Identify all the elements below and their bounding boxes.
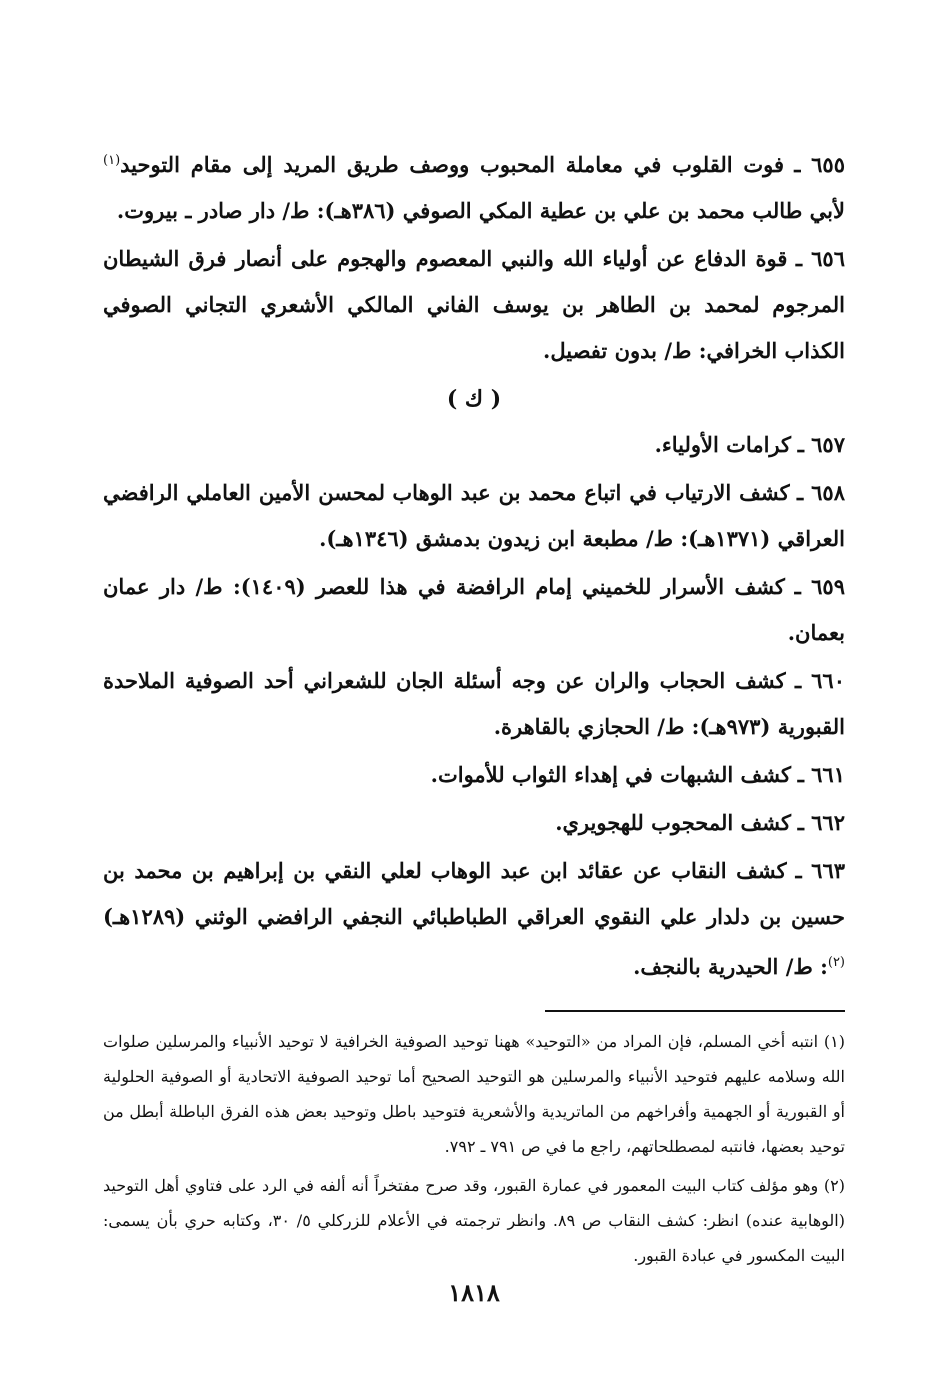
page-body [103,138,845,1277]
entry-title: قوة الدفاع عن أولياء الله والنبي المعصوم والهجوم على أنصار فرق الشيطان المرجوم [103,246,845,317]
entry-number: ٦٦١ ـ [797,762,845,787]
entry-title: كشف الأسرار [661,574,785,599]
entry-662 [103,800,845,846]
entry-number: ٦٦٣ ـ [795,858,846,883]
entry-text: لعلي النقي بن إبراهيم بن محمد بن حسين بن دلدار علي النقوي العراقي الطباطبائي النجفي الرافضي الوثني (١٢٨٩هـ) [103,858,845,929]
entry-656 [103,236,845,374]
entry-659 [103,564,845,656]
section-heading: ( ك ) [446,386,502,412]
entry-title: كشف الارتياب في اتباع محمد بن عبد الوهاب [392,480,790,505]
entry-658 [103,470,845,562]
entry-number: ٦٦٠ ـ [794,668,845,693]
entry-number: ٦٥٦ ـ [795,246,845,271]
entry-text: لمحسن الأمين العاملي الرافضي العراقي (١٣٧١هـ): ط/ مطبعة ابن زيدون بدمشق (١٣٤٦هـ). [103,480,845,551]
entry-title: كشف النقاب عن عقائد ابن عبد الوهاب [430,858,787,883]
entry-661 [103,752,845,798]
entry-number: ٦٥٧ ـ [797,432,845,457]
entry-title: كشف المحجوب للهجويري. [555,810,791,835]
entry-number: ٦٥٨ ـ [796,480,845,505]
footnote-divider [545,1010,845,1012]
footnote-1: (١) انتبه أخي المسلم، فإن المراد من «التوحيد» ههنا توحيد الصوفية الخرافية لا توحيد الأنبياء والمرسلين صلوات الله وسلامه عليهم فتوحيد الأنبياء والمرسلين هو التوحيد الصحيح أما توحيد الصوفية الاتحادية أو الصوفية الحلولية أو القبورية أو الجهمية وأفراخهم من الماتريدية والأشعرية فتوحيد باطل وتوحيد بعض هذه الفرق الباطلة أبطل من توحيد بعضها، فانتبه لمصطلحاتهم، راجع ما في ص ٧٩١ ـ ٧٩٢. [103,1032,845,1156]
entry-title: كرامات الأولياء. [654,432,791,457]
entry-657 [103,422,845,468]
footnote-2: (٢) وهو مؤلف كتاب البيت المعمور في عمارة القبور، وقد صرح مفتخراً أنه ألفه في الرد على فتاوي أهل التوحيد (الوهابية عنده) انظر: كشف النقاب ص ٨٩. وانظر ترجمته في الأعلام للزركلي ٥/ ٣٠، وكتابه حري بأن يسمى: البيت المكسور في عبادة القبور. [103,1176,845,1265]
entry-tail: : ط/ الحيدرية بالنجف. [633,954,828,979]
entry-number: ٦٥٩ ـ [794,574,845,599]
entry-title: كشف الحجاب والران عن وجه أسئلة الجان [396,668,786,693]
page-number: ١٨١٨ [448,1278,500,1307]
entry-title: فوت القلوب في معاملة المحبوب ووصف طريق المريد إلى مقام التوحيد [120,152,785,177]
entry-number: ٦٥٥ ـ [794,152,845,177]
entry-663 [103,848,845,990]
entry-title: كشف الشبهات في إهداء الثواب للأموات. [430,762,791,787]
entry-text: للخميني إمام الرافضة في هذا للعصر (١٤٠٩): ط/ دار عمان بعمان. [103,574,845,645]
entry-655 [103,138,845,234]
entry-text: للشعراني أحد الصوفية الملاحدة القبورية (٩٧٣هـ): ط/ الحجازي بالقاهرة. [103,668,845,739]
entry-number: ٦٦٢ ـ [797,810,845,835]
entry-660 [103,658,845,750]
entry-text: لمحمد بن الطاهر بن يوسف الفاني المالكي الأشعري التجاني الصوفي الكذاب الخرافي: ط/ بدون تفصيل. [103,292,845,363]
footnote-marker[interactable]: (٢) [827,955,845,970]
footnote-marker[interactable]: (١) [103,153,121,168]
entry-text: لأبي طالب محمد بن علي بن عطية المكي الصوفي (٣٨٦هـ): ط/ دار صادر ـ بيروت. [116,198,845,223]
